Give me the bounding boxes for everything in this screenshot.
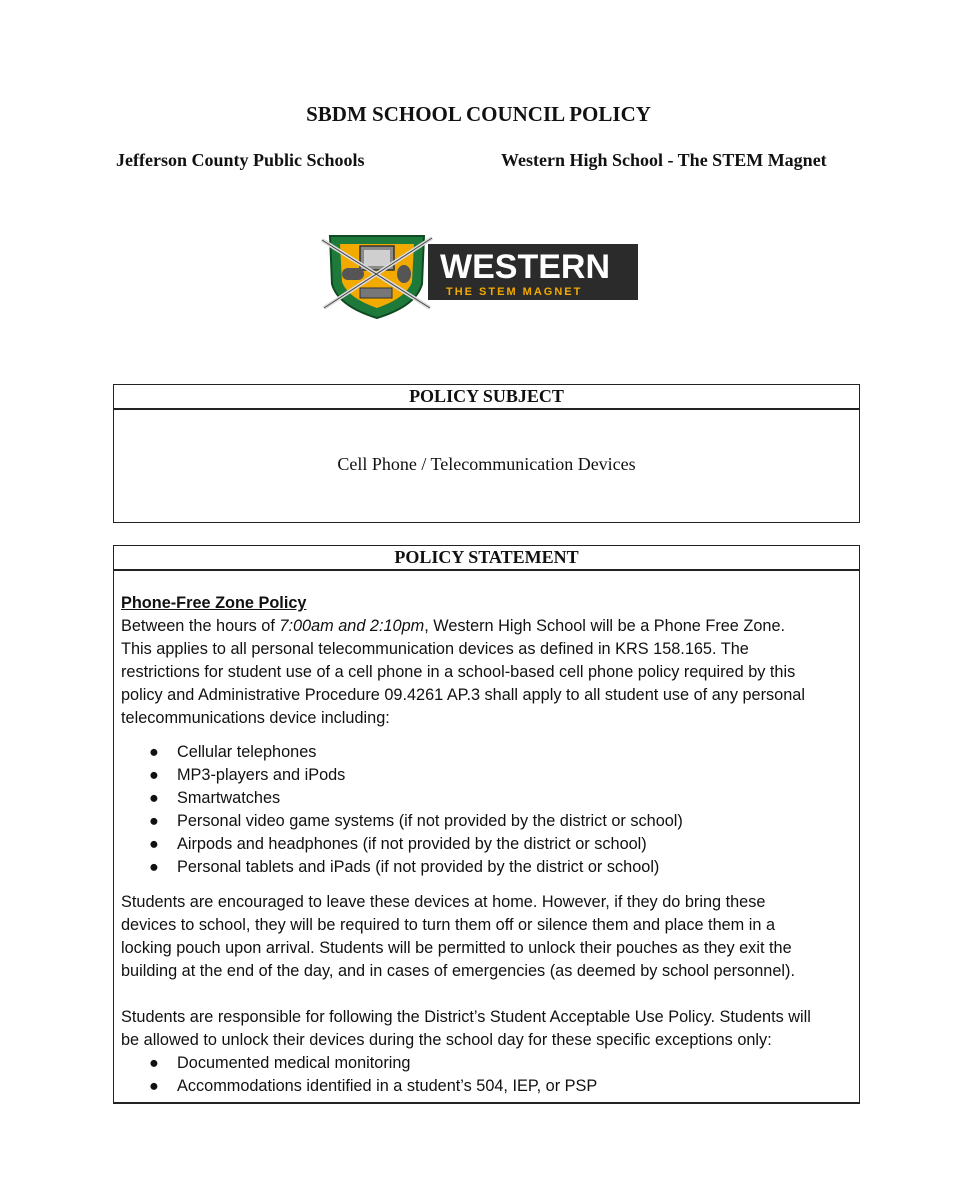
section-title: Phone-Free Zone Policy <box>121 594 307 612</box>
intro-line: policy and Administrative Procedure 09.4261 AP.3 shall apply to all student use of any personal <box>121 686 805 704</box>
encouragement-paragraph: Students are encouraged to leave these devices at home. However, if they do bring these devices to school, they will be required to turn them off or silence them and place them in a locking pouch upon arrival. Students will be permitted to unlock their pouches as they exit the building at the end of the day, and in cases of emergencies (as deemed by school personnel). <box>121 893 795 980</box>
list-item: ● Personal video game systems (if not provided by the district or school) <box>149 812 683 830</box>
device-list <box>121 741 853 879</box>
document-title: SBDM SCHOOL COUNCIL POLICY <box>306 102 651 126</box>
policy-subject-heading: POLICY SUBJECT <box>114 385 859 410</box>
list-item: ● Personal tablets and iPads (if not provided by the district or school) <box>149 858 660 876</box>
school-name: Western High School - The STEM Magnet <box>501 150 827 170</box>
policy-statement-heading: POLICY STATEMENT <box>114 546 859 571</box>
policy-subject-box <box>113 384 860 523</box>
intro-paragraph: Between the hours of 7:00am and 2:10pm, Western High School will be a Phone Free Zone. This applies to all personal telecommunication devices as defined in KRS 158.165. The restrictions for student use of a cell phone in a school-based cell phone policy required by this policy and Administrative Procedure 09.4261 AP.3 shall apply to all student use of any personal telecommunications device including: <box>121 615 853 730</box>
policy-statement-content <box>114 592 859 1098</box>
list-item: ● Smartwatches <box>149 789 281 807</box>
intro-line: telecommunications device including: <box>121 709 390 727</box>
list-item: ● Cellular telephones <box>149 743 317 761</box>
logo-wordmark: WESTERN <box>440 248 610 286</box>
list-item: ● Airpods and headphones (if not provided by the district or school) <box>149 835 647 853</box>
intro-line: This applies to all personal telecommunication devices as defined in KRS 158.165. The <box>121 640 749 658</box>
phone-free-hours: 7:00am and 2:10pm <box>279 617 425 635</box>
policy-subject-text: Cell Phone / Telecommunication Devices <box>337 454 636 474</box>
list-item: ● MP3-players and iPods <box>149 766 346 784</box>
list-item: ● Accommodations identified in a student’s 504, IEP, or PSP <box>149 1077 598 1095</box>
intro-line: restrictions for student use of a cell phone in a school-based cell phone policy required by this <box>121 663 796 681</box>
district-name: Jefferson County Public Schools <box>116 150 365 170</box>
list-item: ● Documented medical monitoring <box>149 1054 411 1072</box>
acceptable-use-paragraph: Students are responsible for following the District’s Student Acceptable Use Policy. Students will be allowed to unlock their devices during the school day for these specific exceptions only: <box>121 1008 811 1049</box>
western-stem-logo <box>316 226 644 320</box>
policy-statement-box <box>113 545 860 1104</box>
exception-list <box>121 1052 853 1098</box>
logo-tagline: THE STEM MAGNET <box>446 286 583 298</box>
